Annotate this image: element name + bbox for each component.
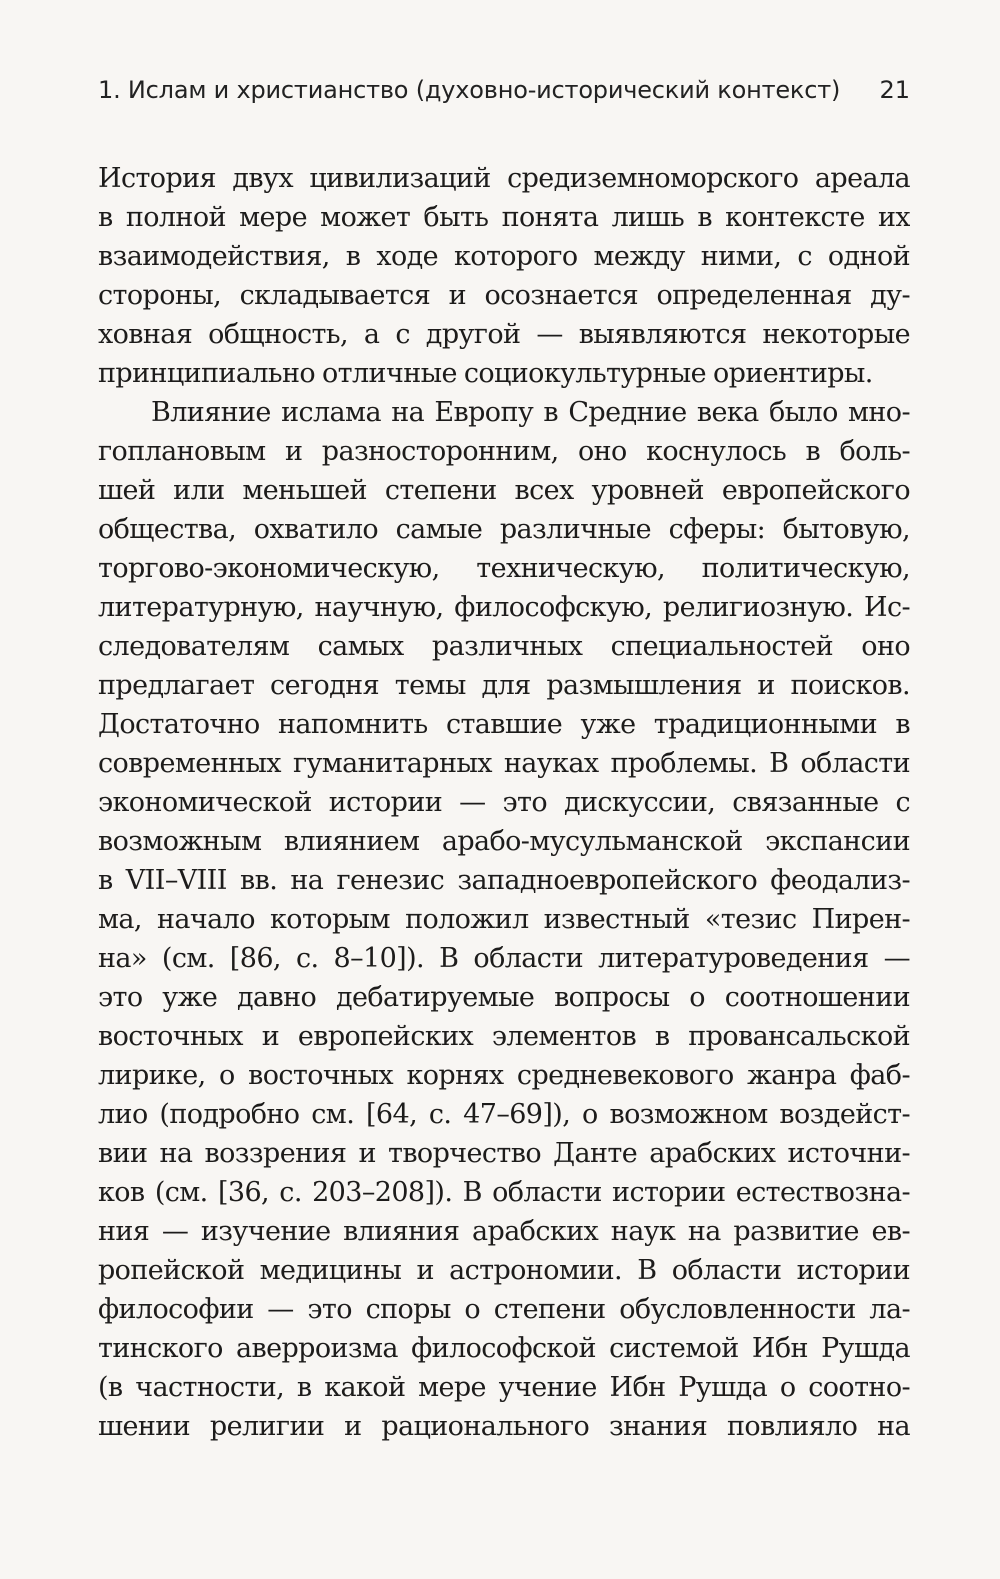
text-line: гоплановым и разносторонним, оно коснулось в боль- [98,436,910,467]
chapter-title: 1. Ислам и христианство (духовно-исторический контекст) [98,76,841,104]
text-line: шении религии и рационального знания повлияло на [98,1411,910,1442]
text-line: ма, начало которым положил известный «тезис Пирен- [98,904,910,935]
text-line: в полной мере может быть понята лишь в контексте их [98,202,910,233]
text-line: лирике, о восточных корнях средневекового жанра фаб- [98,1060,910,1091]
text-line: ков (см. [36, с. 203–208]). В области истории естествозна- [98,1177,910,1208]
text-line: литературную, научную, философскую, религиозную. Ис- [98,592,910,623]
text-line: общества, охватило самые различные сферы: бытовую, [98,514,910,545]
text-line: шей или меньшей степени всех уровней европейского [98,475,910,506]
paragraph-1 [98,159,910,393]
text-line: философии — это споры о степени обусловленности ла- [98,1294,910,1325]
text-line: на» (см. [86, с. 8–10]). В области литературоведения — [98,943,910,974]
page-number: 21 [879,76,910,104]
text-line: лио (подробно см. [64, с. 47–69]), о возможном воздейст- [98,1099,910,1130]
text-line: (в частности, в какой мере учение Ибн Рушда о соотно- [98,1372,910,1403]
text-line: возможным влиянием арабо-мусульманской экспансии [98,826,910,857]
text-line: современных гуманитарных науках проблемы. В области [98,748,910,779]
text-line: предлагает сегодня темы для размышления и поисков. [98,670,910,701]
text-line: взаимодействия, в ходе которого между ними, с одной [98,241,910,272]
text-line: тинского аверроизма философской системой Ибн Рушда [98,1333,910,1364]
text-line: это уже давно дебатируемые вопросы о соотношении [98,982,910,1013]
text-line: вии на воззрения и творчество Данте арабских источни- [98,1138,910,1169]
text-line: торгово-экономическую, техническую, политическую, [98,553,910,584]
text-line: стороны, складывается и осознается определенная ду- [98,280,910,311]
text-line: Достаточно напомнить ставшие уже традиционными в [98,709,910,740]
text-line: восточных и европейских элементов в провансальской [98,1021,910,1052]
running-header [98,72,910,108]
text-line: ропейской медицины и астрономии. В области истории [98,1255,910,1286]
text-line: экономической истории — это дискуссии, связанные с [98,787,910,818]
text-line: следователям самых различных специальностей оно [98,631,910,662]
text-line: в VII–VIII вв. на генезис западноевропейского феодализ- [98,865,910,896]
text-line: ховная общность, а с другой — выявляются некоторые [98,319,910,350]
text-line: История двух цивилизаций средиземноморского ареала [98,163,910,194]
text-line: принципиально отличные социокультурные ориентиры. [98,358,873,389]
text-line: ния — изучение влияния арабских наук на развитие ев- [98,1216,910,1247]
text-line: Влияние ислама на Европу в Средние века было мно- [151,397,910,428]
paragraph-2 [98,393,910,1446]
body-text [98,159,910,1446]
